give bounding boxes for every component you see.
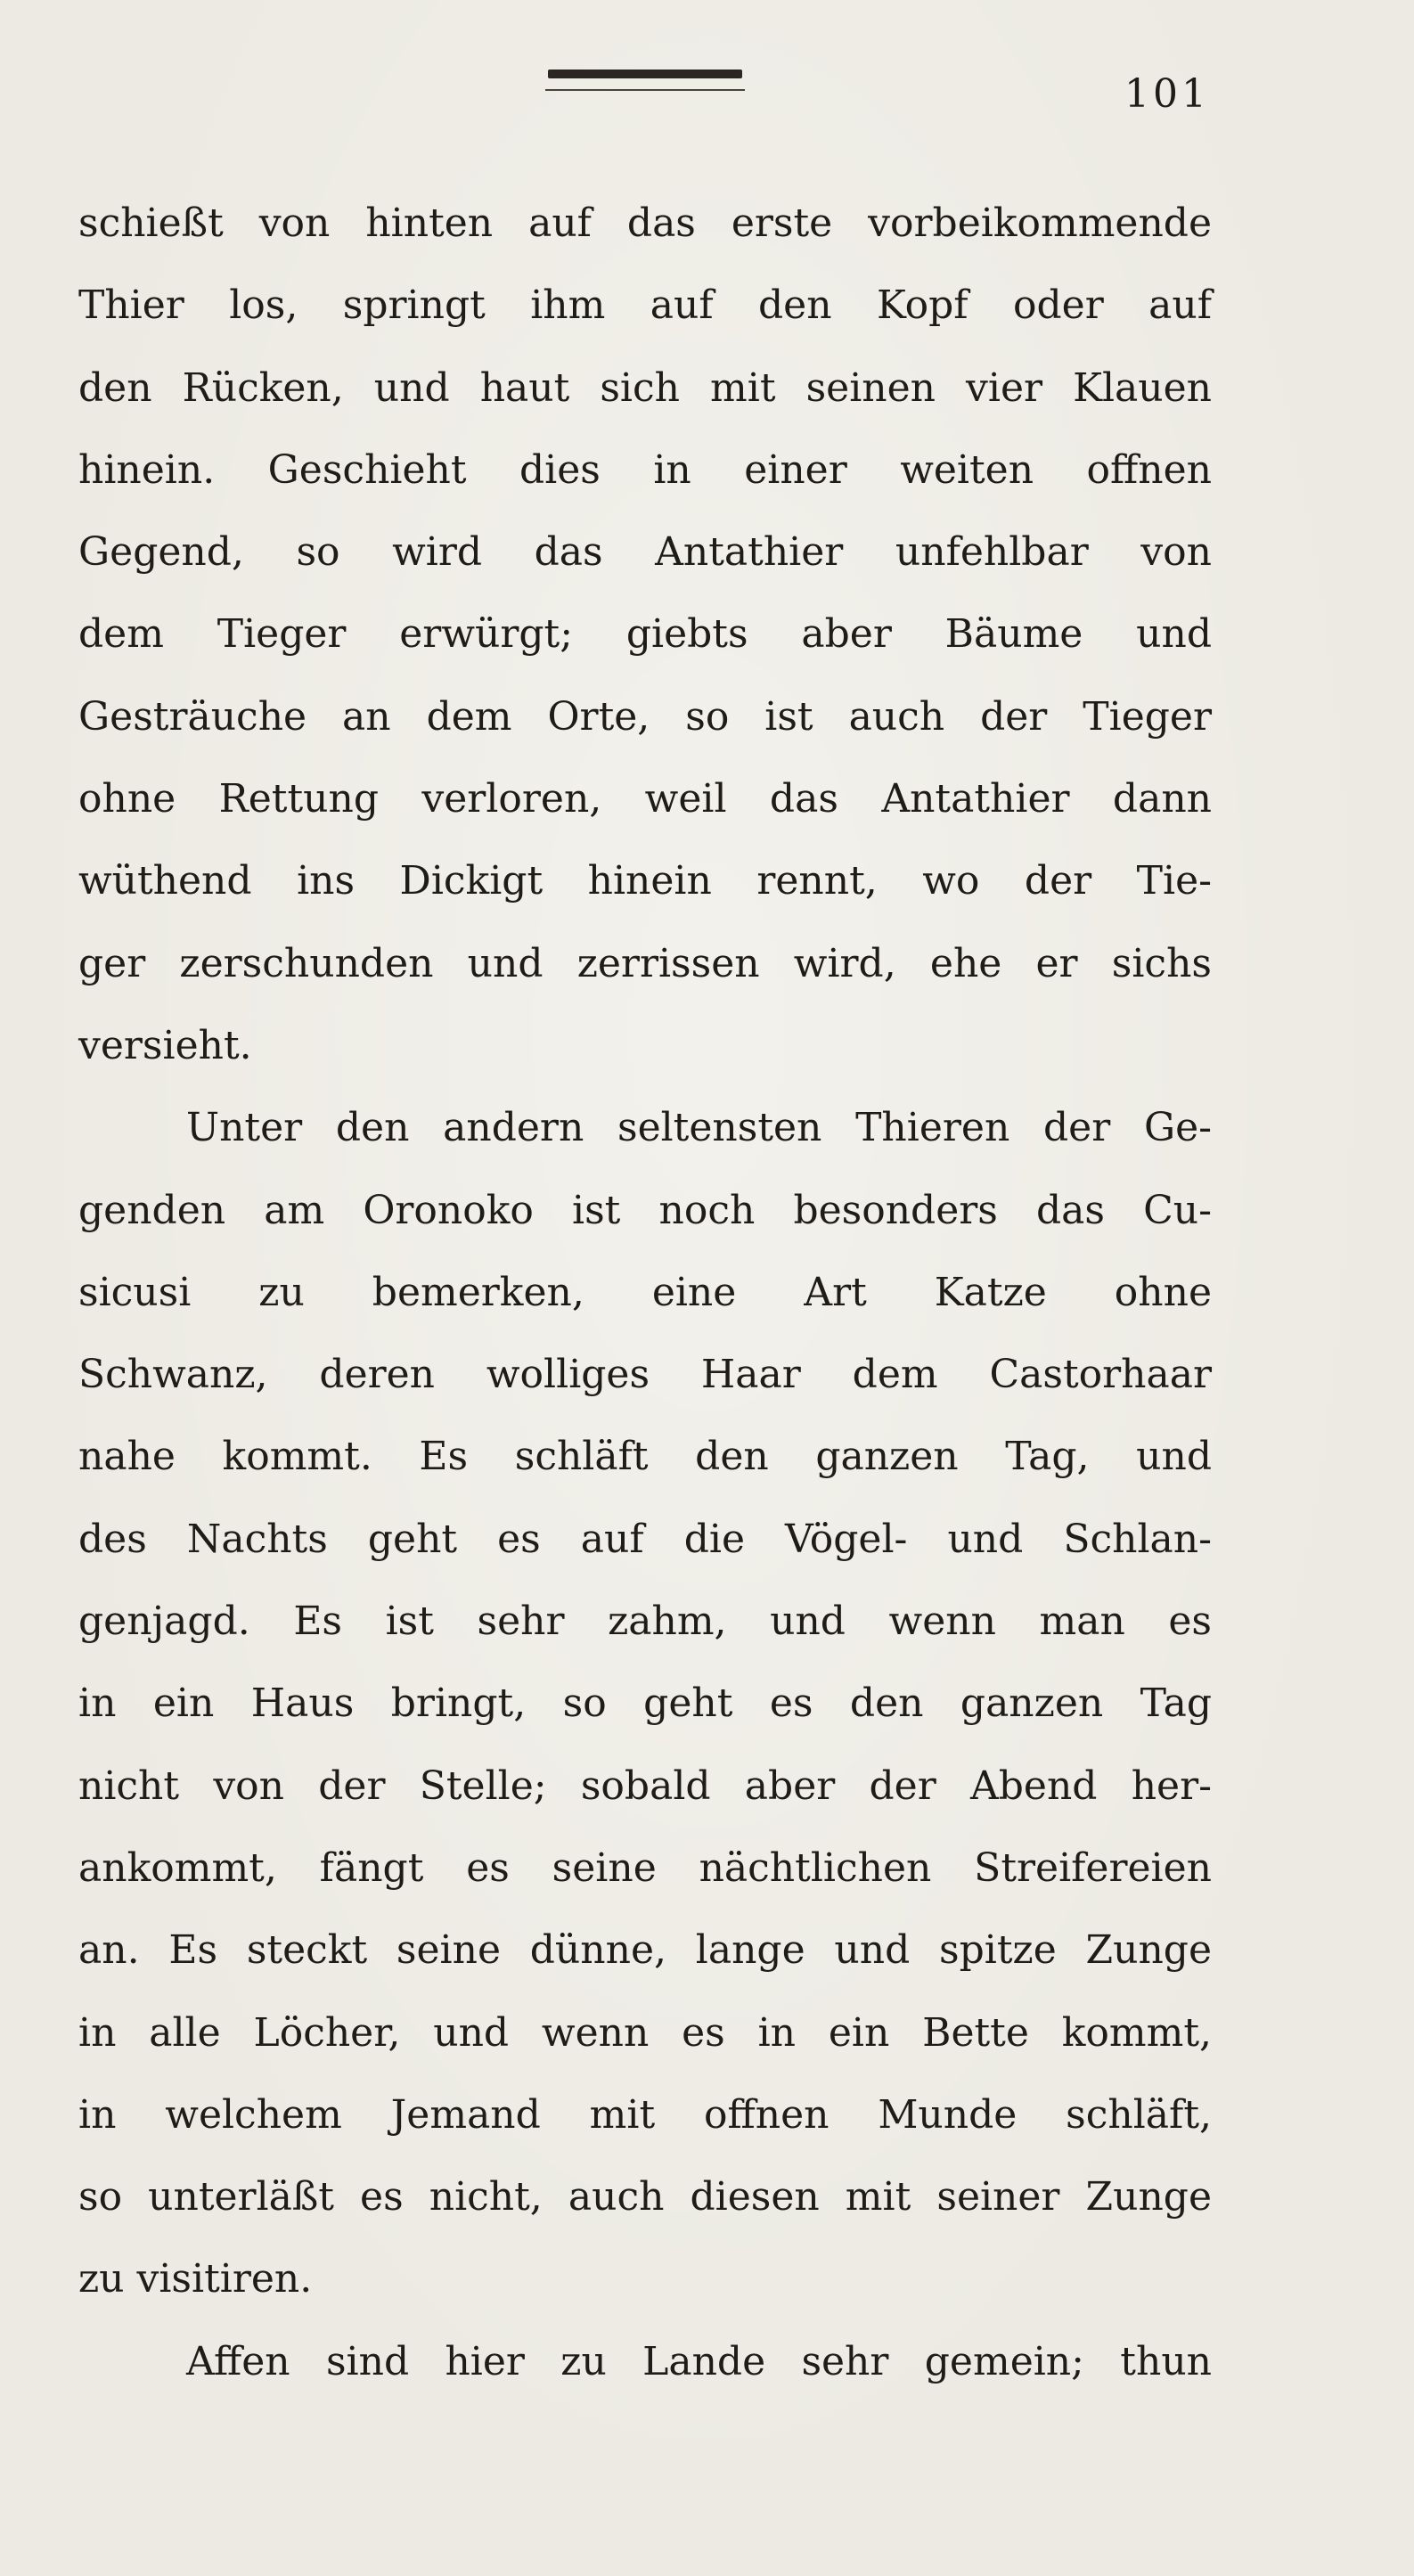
text-line: wüthend ins Dickigt hinein rennt, wo der Tie- [78, 858, 1212, 904]
text-line: des Nachts geht es auf die Vögel- und Schlan- [78, 1516, 1212, 1562]
text-line: Gegend, so wird das Antathier unfehlbar von [78, 529, 1212, 576]
text-line: Thier los, springt ihm auf den Kopf oder auf [78, 282, 1212, 329]
text-line: ohne Rettung verloren, weil das Antathier dann [78, 776, 1212, 822]
text-line: in welchem Jemand mit offnen Munde schläft, [78, 2091, 1212, 2138]
text-line: Affen sind hier zu Lande sehr gemein; thun [186, 2338, 1212, 2384]
text-line: nicht von der Stelle; sobald aber der Abend her- [78, 1762, 1212, 1809]
text-line: dem Tieger erwürgt; giebts aber Bäume und [78, 611, 1212, 658]
text-line: in alle Löcher, und wenn es in ein Bette kommt, [78, 2009, 1212, 2056]
text-line: ankommt, fängt es seine nächtlichen Streifereien [78, 1844, 1212, 1891]
text-line: schießt von hinten auf das erste vorbeikommende [78, 200, 1212, 246]
text-line: den Rücken, und haut sich mit seinen vier Klauen [78, 364, 1212, 411]
body-text [78, 183, 1212, 2403]
text-line: versieht. [78, 1022, 252, 1068]
header-ornament-rule [548, 70, 742, 78]
text-line: in ein Haus bringt, so geht es den ganzen Tag [78, 1681, 1212, 1727]
text-line: zu visitiren. [78, 2256, 313, 2302]
text-line: hinein. Geschieht dies in einer weiten offnen [78, 446, 1212, 493]
text-line: nahe kommt. Es schläft den ganzen Tag, und [78, 1434, 1212, 1480]
page-number: 101 [1124, 71, 1210, 117]
text-line: genden am Oronoko ist noch besonders das Cu- [78, 1187, 1212, 1233]
text-line: Gesträuche an dem Orte, so ist auch der Tieger [78, 693, 1212, 740]
text-line: Schwanz, deren wolliges Haar dem Castorhaar [78, 1352, 1212, 1398]
text-line: an. Es steckt seine dünne, lange und spitze Zunge [78, 1927, 1212, 1974]
text-line: sicusi zu bemerken, eine Art Katze ohne [78, 1269, 1212, 1315]
text-line: so unterläßt es nicht, auch diesen mit seiner Zunge [78, 2174, 1212, 2220]
text-line: genjagd. Es ist sehr zahm, und wenn man es [78, 1599, 1212, 1645]
text-line: Unter den andern seltensten Thieren der Ge- [186, 1105, 1212, 1151]
text-line: ger zerschunden und zerrissen wird, ehe er sichs [78, 940, 1212, 986]
header-rule-line [545, 89, 745, 91]
